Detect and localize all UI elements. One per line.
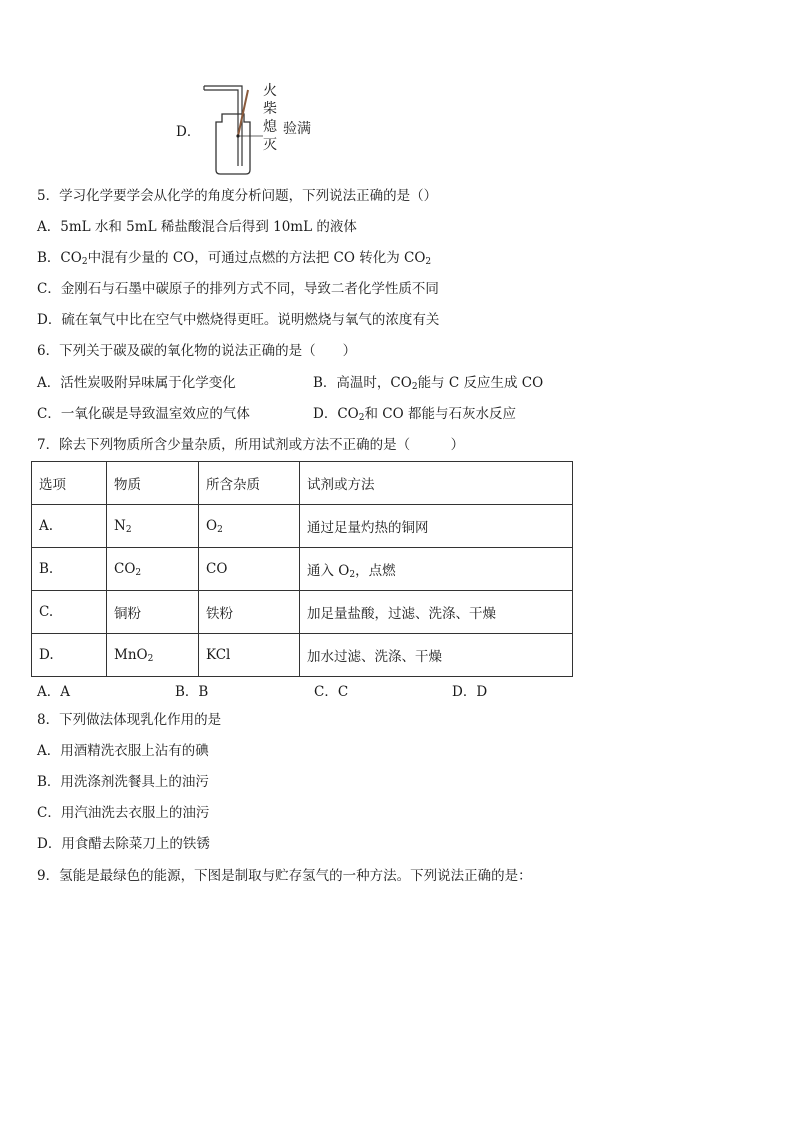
text-part: N (114, 517, 126, 534)
subscript: 2 (358, 413, 365, 423)
question-5-option-c: C．金刚石与石墨中碳原子的排列方式不同，导致二者化学性质不同 (37, 281, 439, 297)
glass-tube (204, 86, 242, 166)
method-cell: 加水过滤、洗涤、干燥 (300, 634, 573, 677)
header-cell: 所含杂质 (199, 462, 300, 505)
text-part: MnO (114, 646, 148, 663)
question-6-row-2 (37, 405, 637, 423)
question-5-option-b (37, 249, 431, 271)
substance-cell (107, 505, 199, 548)
question-8-stem: 8．下列做法体现乳化作用的是 (37, 712, 222, 728)
figure-option-d (170, 80, 350, 180)
header-cell: 物质 (107, 462, 199, 505)
question-9-stem: 9．氢能是最绿色的能源，下图是制取与贮存氢气的一种方法。下列说法正确的是： (37, 868, 532, 884)
question-6-stem: 6．下列关于碳及碳的氧化物的说法正确的是（ ） (37, 343, 357, 359)
question-8-option-d: D．用食醋去除菜刀上的铁锈 (37, 836, 210, 852)
substance-cell (107, 548, 199, 591)
question-6-option-a: A．活性炭吸附异味属于化学变化 (37, 375, 236, 391)
impurity-cell: CO (199, 548, 300, 591)
subscript: 2 (217, 524, 223, 535)
match-stick (238, 90, 248, 136)
label-char: 熄 (263, 119, 277, 135)
question-5-option-a: A．5mL 水和 5mL 稀盐酸混合后得到 10mL 的液体 (37, 219, 357, 235)
substance-cell: 铜粉 (107, 591, 199, 634)
text-part: CO (114, 560, 136, 577)
method-cell: 加足量盐酸，过滤、洗涤、干燥 (300, 591, 573, 634)
label-char: 火 (263, 83, 277, 99)
substance-cell (107, 634, 199, 677)
option-cell: C. (32, 591, 107, 634)
choice-b: B．B (175, 684, 209, 700)
question-5-option-d: D．硫在氧气中比在空气中燃烧得更旺。说明燃烧与氧气的浓度有关 (37, 312, 440, 328)
option-cell: A. (32, 505, 107, 548)
impurity-table (31, 461, 573, 677)
text-part: 通入 O (307, 562, 350, 579)
text-part: B．CO (37, 250, 82, 266)
text-part: O (206, 517, 218, 534)
subscript: 2 (135, 567, 142, 578)
header-cell: 选项 (32, 462, 107, 505)
question-8-option-c: C．用汽油洗去衣服上的油污 (37, 805, 210, 821)
text-part: 和 CO 都能与石灰水反应 (364, 406, 516, 422)
subscript: 2 (411, 382, 418, 392)
table-header-row (32, 462, 573, 505)
question-5-stem: 5．学习化学要学会从化学的角度分析问题，下列说法正确的是（） (37, 188, 438, 204)
match-vertical-label (263, 82, 279, 154)
table-row (32, 548, 573, 591)
header-cell: 试剂或方法 (300, 462, 573, 505)
text-part: ，点燃 (355, 562, 396, 579)
text-part: 中混有少量的 CO，可通过点燃的方法把 CO 转化为 CO (87, 250, 426, 266)
text-part: D．CO (313, 406, 359, 422)
choice-c: C．C (314, 684, 349, 700)
question-6-option-b (313, 374, 543, 396)
impurity-cell (199, 505, 300, 548)
subscript: 2 (425, 257, 432, 267)
table-row (32, 505, 573, 548)
question-6-option-d (313, 405, 516, 427)
subscript: 2 (349, 569, 356, 580)
figure-side-label: 验满 (283, 121, 311, 137)
subscript: 2 (125, 524, 132, 535)
table-row (32, 634, 573, 677)
method-cell (300, 548, 573, 591)
figure-option-label: D． (176, 124, 201, 140)
method-cell: 通过足量灼热的铜网 (300, 505, 573, 548)
question-8-option-a: A．用酒精洗衣服上沾有的碘 (37, 743, 209, 759)
table-row (32, 591, 573, 634)
question-7-stem: 7．除去下列物质所含少量杂质，所用试剂或方法不正确的是（ ） (37, 437, 465, 453)
question-8-option-b: B．用洗涤剂洗餐具上的油污 (37, 774, 209, 790)
option-cell: B. (32, 548, 107, 591)
text-part: B．高温时，CO (313, 375, 412, 391)
option-cell: D. (32, 634, 107, 677)
impurity-cell: KCl (199, 634, 300, 677)
choice-d: D．D (452, 684, 488, 700)
subscript: 2 (81, 257, 88, 267)
question-7-choices (37, 680, 537, 698)
impurity-cell: 铁粉 (199, 591, 300, 634)
label-char: 柴 (263, 101, 277, 117)
question-6-option-c: C．一氧化碳是导致温室效应的气体 (37, 406, 250, 422)
subscript: 2 (147, 653, 154, 664)
label-char: 灭 (263, 137, 277, 153)
choice-a: A．A (37, 684, 70, 700)
bottle-outline (216, 114, 250, 174)
text-part: 能与 C 反应生成 CO (417, 375, 544, 391)
question-6-row-1 (37, 374, 637, 392)
